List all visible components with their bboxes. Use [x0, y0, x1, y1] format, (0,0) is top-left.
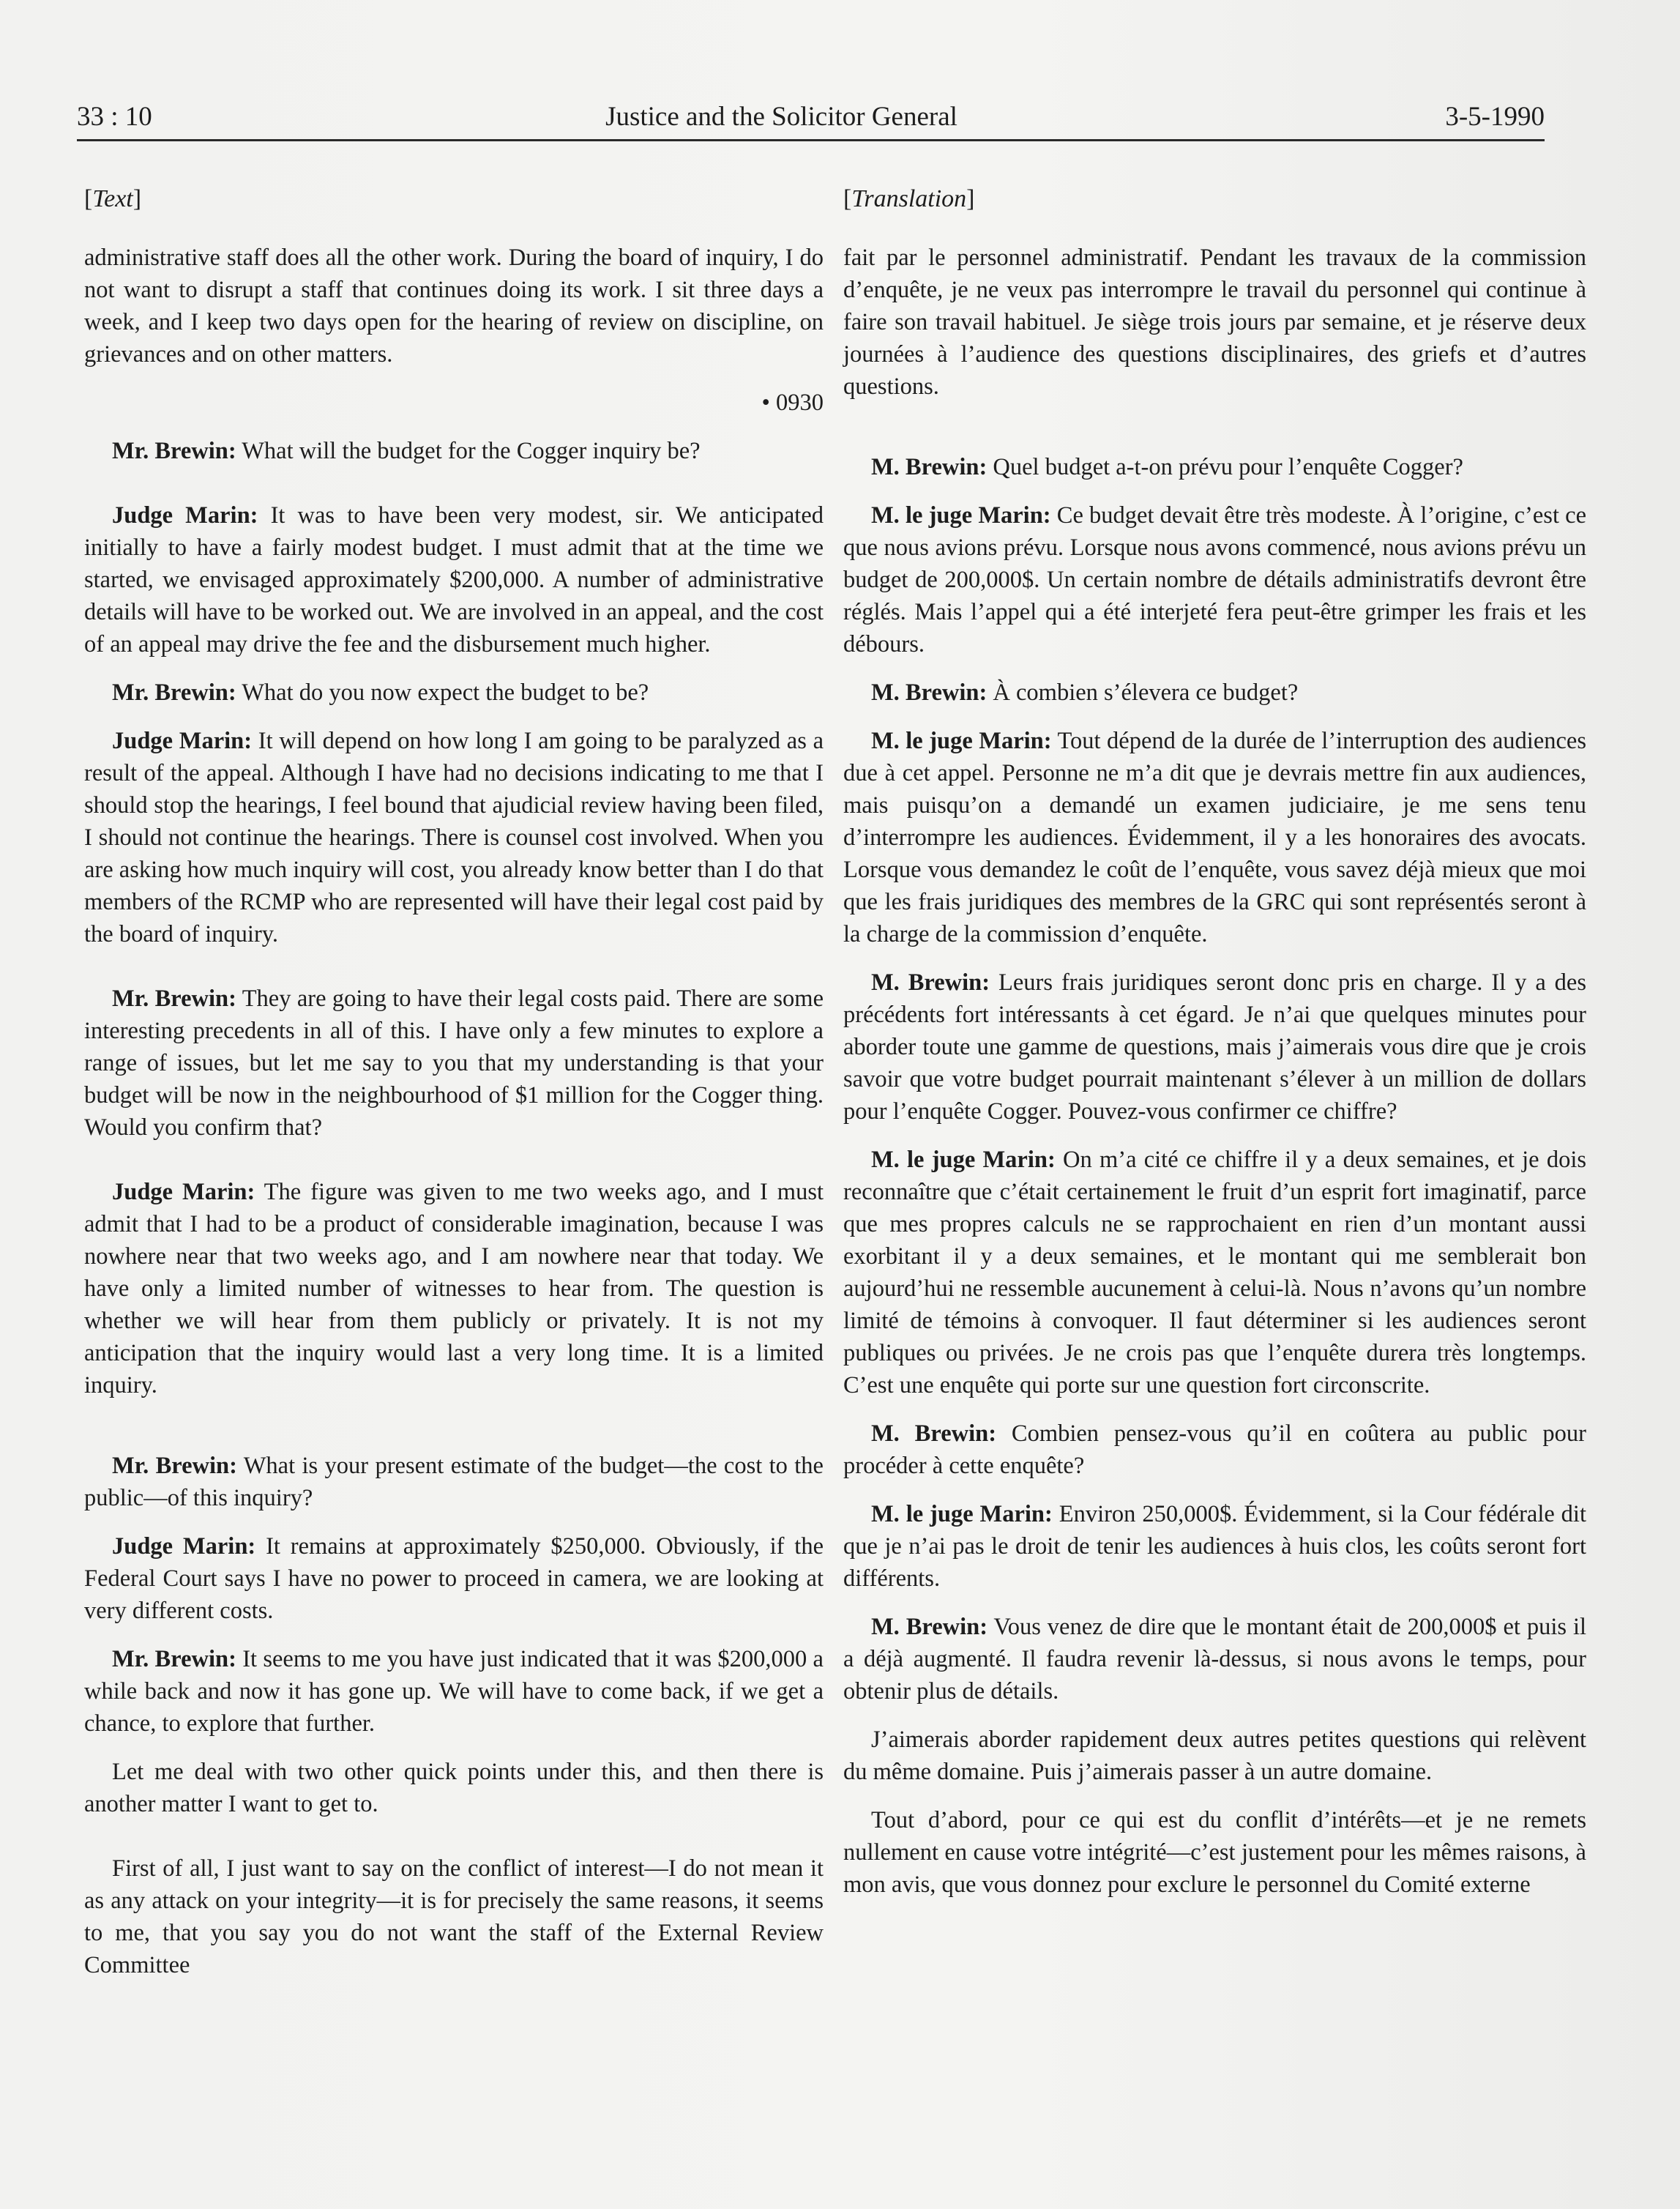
speaker-name: M. Brewin: — [871, 1420, 997, 1447]
speaker-name: M. Brewin: — [871, 969, 990, 996]
speaker-name: Mr. Brewin: — [112, 986, 236, 1012]
speaker-name: M. Brewin: — [871, 454, 988, 480]
paragraph: administrative staff does all the other work. During the board of inquiry, I do not want to disrupt a staff that continues doing its work. I sit three days a week, and I keep two days open for the hearing of review on discipline, on grievances and on other matters. — [84, 245, 824, 368]
speaker-name: Mr. Brewin: — [112, 679, 236, 706]
column-label-translation: [Translation] — [843, 185, 975, 212]
column-label-text: [Text] — [84, 185, 142, 212]
paragraph: fait par le personnel administratif. Pendant les travaux de la commission d’enquête, je ne veux pas interrompre le travail du personnel qui continue à faire son travail habituel. Je siège trois jours par semaine, et je réserve deux journées à l’audience des questions disciplinaires, des griefs et d’autres questions. — [843, 245, 1586, 400]
paragraph: M. Brewin: Leurs frais juridiques seront donc pris en charge. Il y a des précédents fort intéressants à cet égard. Je n’ai que quelques minutes pour aborder toute une gamme de questions, mais j’aimerais vous dire que je crois savoir que votre budget pourrait maintenant s’élever à un million de dollars pour l’enquête Cogger. Pouvez-vous confirmer ce chiffre? — [843, 969, 1586, 1125]
paragraph: Let me deal with two other quick points under this, and then there is another matter I want to get to. — [84, 1759, 824, 1817]
speaker-name: M. le juge Marin: — [871, 502, 1051, 529]
english-column — [84, 183, 824, 1997]
paragraph: Mr. Brewin: They are going to have their legal costs paid. There are some interesting precedents in all of this. I have only a few minutes to explore a range of issues, but let me say to you that my understanding is that your budget will be now in the neighbourhood of $1 million for the Cogger thing. Would you confirm that? — [84, 986, 824, 1141]
paragraph: M. Brewin: Combien pensez-vous qu’il en coûtera au public pour procéder à cette enquête? — [843, 1420, 1586, 1479]
speaker-name: Judge Marin: — [112, 728, 253, 754]
paragraph: Mr. Brewin: It seems to me you have just indicated that it was $200,000 a while back and now it has gone up. We will have to come back, if we get a chance, to explore that further. — [84, 1646, 824, 1737]
speaker-name: M. le juge Marin: — [871, 1147, 1056, 1173]
paragraph: Judge Marin: The figure was given to me two weeks ago, and I must admit that I had to be a product of considerable imagination, because I was nowhere near that two weeks ago, and I am nowhere near that today. We have only a limited number of witnesses to hear from. The question is whether we will hear from them publicly or privately. It is not my anticipation that the inquiry would last a very long time. It is a limited inquiry. — [84, 1179, 824, 1398]
speaker-name: M. le juge Marin: — [871, 1501, 1053, 1527]
paragraph: First of all, I just want to say on the conflict of interest—I do not mean it as any attack on your integrity—it is for precisely the same reasons, it seems to me, that you say you do not want the staff of the External Review Committee — [84, 1855, 824, 1978]
paragraph: Tout d’abord, pour ce qui est du conflit d’intérêts—et je ne remets nullement en cause votre intégrité—c’est justement pour les mêmes raisons, à mon avis, que vous donnez pour exclure le personnel du Comité externe — [843, 1807, 1586, 1898]
publication-title: Justice and the Solicitor General — [605, 102, 957, 132]
speaker-name: M. Brewin: — [871, 679, 988, 706]
french-column — [843, 183, 1586, 1917]
paragraph: M. Brewin: À combien s’élevera ce budget? — [871, 679, 1299, 706]
paragraph: J’aimerais aborder rapidement deux autres petites questions qui relèvent du même domaine. Puis j’aimerais passer à un autre domaine. — [843, 1726, 1586, 1785]
speaker-name: Judge Marin: — [112, 1179, 255, 1205]
issue-date: 3-5-1990 — [1445, 102, 1545, 132]
paragraph: Mr. Brewin: What do you now expect the budget to be? — [112, 679, 649, 706]
paragraph: M. le juge Marin: Environ 250,000$. Évidemment, si la Cour fédérale dit que je n’ai pas le droit de tenir les audiences à huis clos, les coûts seront fort différents. — [843, 1501, 1586, 1592]
paragraph: M. le juge Marin: On m’a cité ce chiffre il y a deux semaines, et je dois reconnaître que c’était certainement le fruit d’un esprit fort imaginatif, parce que mes propres calculs ne se rapprochaient en rien d’un montant aussi exorbitant il y a deux semaines, et le montant qui me semblerait bon aujourd’hui ne ressemble aucunement à celui-là. Nous n’avons qu’un nombre limité de témoins à convoquer. Il faut déterminer si les audiences seront publiques ou privées. Je ne crois pas que l’enquête durera très longtemps. C’est une enquête qui porte sur une question fort circonscrite. — [843, 1147, 1586, 1398]
paragraph: M. le juge Marin: Ce budget devait être très modeste. À l’origine, c’est ce que nous avions prévu. Lorsque nous avons commencé, nous avions prévu un budget de 200,000$. Un certain nombre de détails administratifs devront être réglés. Mais l’appel qui a été interjeté fera peut-être grimper les frais et les débours. — [843, 502, 1586, 658]
paragraph: Judge Marin: It will depend on how long I am going to be paralyzed as a result of the appeal. Although I have had no decisions indicating to me that I should stop the hearings, I feel bound that ajudicial review having been filed, I should not continue the hearings. There is counsel cost involved. When you are asking how much inquiry will cost, you already know better than I do that members of the RCMP who are represented will have their legal cost paid by the board of inquiry. — [84, 728, 824, 947]
header-rule — [77, 139, 1545, 141]
speaker-name: M. le juge Marin: — [871, 728, 1052, 754]
page-number: 33 : 10 — [77, 102, 152, 132]
paragraph: Mr. Brewin: What will the budget for the Cogger inquiry be? — [112, 438, 701, 464]
paragraph: M. Brewin: Vous venez de dire que le montant était de 200,000$ et puis il a déjà augmenté. Il faudra revenir là-dessus, si nous avons le temps, pour obtenir plus de détails. — [843, 1614, 1586, 1705]
speaker-name: Mr. Brewin: — [112, 1453, 237, 1479]
speaker-name: Judge Marin: — [112, 502, 258, 529]
paragraph: Mr. Brewin: What is your present estimate of the budget—the cost to the public—of this inquiry? — [84, 1453, 824, 1511]
speaker-name: M. Brewin: — [871, 1614, 988, 1640]
paragraph: M. le juge Marin: Tout dépend de la durée de l’interruption des audiences due à cet appel. Personne ne m’a dit que je devrais mettre fin aux audiences, mais puisqu’on a demandé un examen judiciaire, je me sens tenu d’interrompre les audiences. Évidemment, il y a les honoraires des avocats. Lorsque vous demandez le coût de l’enquête, vous savez déjà mieux que moi que les frais juridiques des membres de la GRC qui sont représentés seront à la charge de la commission d’enquête. — [843, 728, 1586, 947]
time-marker: • 0930 — [761, 390, 824, 416]
page-header — [77, 95, 1614, 139]
paragraph: Judge Marin: It remains at approximately $250,000. Obviously, if the Federal Court says I have no power to proceed in camera, we are looking at very different costs. — [84, 1533, 824, 1624]
speaker-name: Mr. Brewin: — [112, 1646, 236, 1672]
speaker-name: Mr. Brewin: — [112, 438, 236, 464]
paragraph: M. Brewin: Quel budget a-t-on prévu pour l’enquête Cogger? — [871, 454, 1463, 480]
paragraph: Judge Marin: It was to have been very modest, sir. We anticipated initially to have a fairly modest budget. I must admit that at the time we started, we envisaged approximately $200,000. A number of administrative details will have to be worked out. We are involved in an appeal, and the cost of an appeal may drive the fee and the disbursement much higher. — [84, 502, 824, 658]
speaker-name: Judge Marin: — [112, 1533, 256, 1560]
